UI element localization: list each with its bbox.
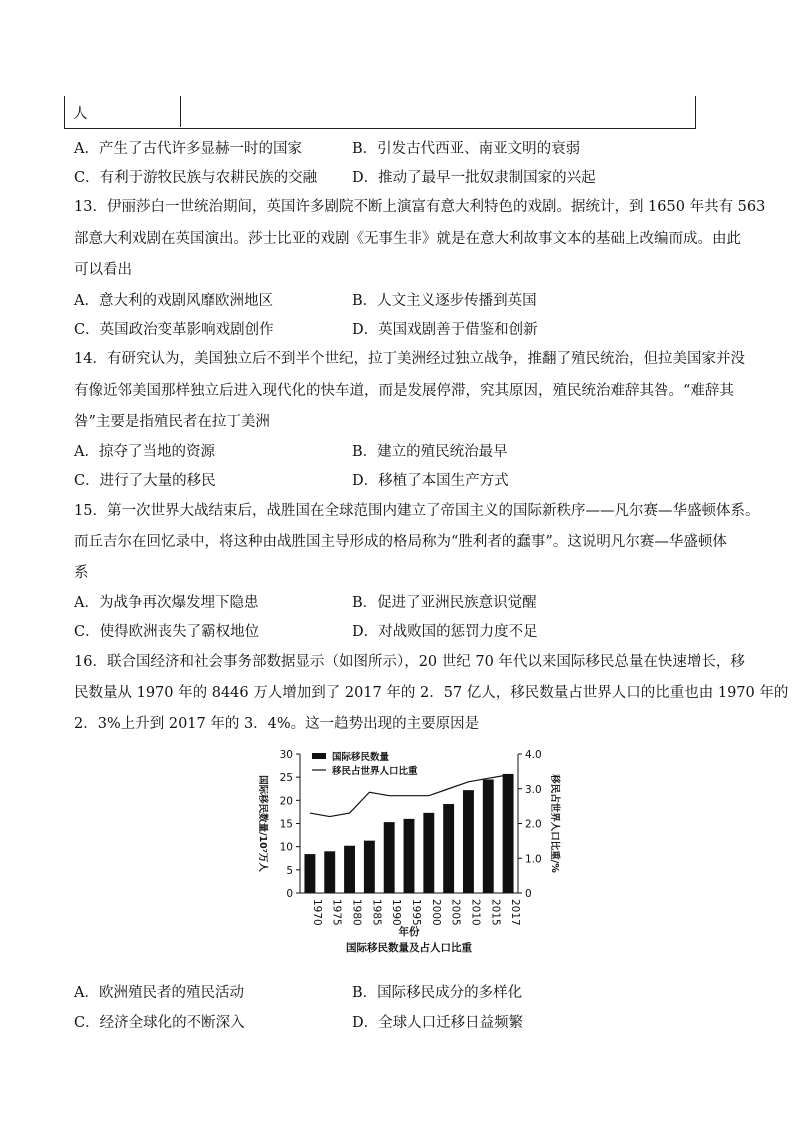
- bar-2010: [463, 790, 474, 893]
- bar-1980: [344, 846, 355, 893]
- q16-option-b: B．国际移民成分的多样化: [352, 985, 523, 1001]
- x-tick-label: 1990: [390, 899, 403, 926]
- chart-title: 国际移民数量及占人口比重: [346, 942, 472, 954]
- legend-line-label: 移民占世界人口比重: [332, 766, 418, 777]
- q13-option-b: B．人文主义逐步传播到英国: [352, 293, 537, 309]
- q16-option-d: D．全球人口迁移日益频繁: [352, 1015, 524, 1031]
- x-tick-label: 1985: [370, 899, 383, 926]
- q15-option-c: C．使得欧洲丧失了霸权地位: [74, 624, 260, 640]
- q12-option-c: C．有利于游牧民族与农耕民族的交融: [74, 170, 318, 186]
- x-tick-label: 2015: [489, 899, 502, 926]
- q15-option-d: D．对战败国的惩罚力度不足: [352, 624, 538, 640]
- right-tick-label: 4.0: [525, 749, 542, 761]
- right-tick-label: 2.0: [525, 818, 542, 831]
- left-tick-label: 25: [279, 772, 293, 785]
- q14-stem-line2: 有像近邻美国那样独立后进入现代化的快车道，而是发展停滞，究其原因，殖民统治难辞其咎。“难辞其: [74, 383, 734, 399]
- q15-stem-line3: 系: [74, 565, 89, 581]
- q12-option-a: A．产生了古代许多显赫一时的国家: [74, 141, 302, 157]
- right-tick-label: 3.0: [525, 783, 542, 796]
- bar-2000: [423, 813, 434, 893]
- x-axis-title: 年份: [398, 926, 420, 938]
- right-tick-label: 1.0: [525, 853, 542, 866]
- q15-stem-line2: 而丘吉尔在回忆录中，将这种由战胜国主导形成的格局称为“胜利者的蠢事”。这说明凡尔赛—华盛顿体: [74, 534, 727, 550]
- bar-1970: [304, 854, 315, 893]
- table-cell: [65, 96, 181, 127]
- bar-1995: [404, 819, 415, 893]
- x-tick-label: 1970: [310, 899, 323, 926]
- bar-2005: [443, 804, 454, 893]
- left-tick-label: 5: [286, 864, 293, 877]
- left-tick-label: 15: [279, 818, 293, 831]
- x-tick-label: 1980: [350, 899, 363, 926]
- q12-option-d: D．推动了最早一批奴隶制国家的兴起: [352, 170, 596, 186]
- q14-stem-line1: 14．有研究认为，美国独立后不到半个世纪，拉丁美洲经过独立战争，推翻了殖民统治，但拉美国家并没: [74, 351, 745, 367]
- q12-option-b: B．引发古代西亚、南亚文明的衰弱: [352, 141, 581, 157]
- x-tick-label: 1975: [330, 899, 343, 926]
- left-tick-label: 20: [279, 795, 293, 808]
- q14-option-a: A．掠夺了当地的资源: [74, 444, 215, 460]
- q14-option-b: B．建立的殖民统治最早: [352, 444, 508, 460]
- q16-option-a: A．欧洲殖民者的殖民活动: [74, 985, 244, 1001]
- bar-1990: [384, 822, 395, 893]
- right-tick-label: 0: [525, 888, 532, 900]
- q13-option-c: C．英国政治变革影响戏剧创作: [74, 322, 274, 338]
- q15-option-a: A．为战争再次爆发埋下隐患: [74, 595, 259, 611]
- table-cell-text: 人: [73, 106, 88, 122]
- q13-option-d: D．英国戏剧善于借鉴和创新: [352, 322, 538, 338]
- q13-stem-line2: 部意大利戏剧在英国演出。莎士比亚的戏剧《无事生非》就是在意大利故事文本的基础上改编而成。由此: [74, 231, 741, 247]
- q16-stem-line1: 16．联合国经济和社会事务部数据显示（如图所示），20 世纪 70 年代以来国际移民总量在快速增长，移: [74, 654, 745, 670]
- q14-stem-line3: 咎”主要是指殖民者在拉丁美洲: [74, 414, 270, 430]
- q13-stem-line3: 可以看出: [74, 262, 132, 278]
- continuation-table: [64, 96, 696, 129]
- migration-chart: [240, 740, 570, 955]
- left-tick-label: 10: [279, 841, 293, 854]
- bar-2015: [483, 779, 494, 893]
- x-tick-label: 2017: [509, 899, 522, 926]
- q15-option-b: B．促进了亚洲民族意识觉醒: [352, 595, 537, 611]
- x-tick-label: 2005: [449, 899, 462, 926]
- ratio-line: [310, 775, 508, 817]
- q13-stem-line1: 13．伊丽莎白一世统治期间，英国许多剧院不断上演富有意大利特色的戏剧。据统计，到 1650 年共有 563: [74, 199, 766, 215]
- right-axis-title: 移民占世界人口比重/%: [549, 774, 560, 873]
- bar-2017: [503, 774, 514, 893]
- x-tick-label: 2010: [469, 899, 482, 926]
- x-tick-label: 1995: [410, 899, 422, 926]
- legend-bar-swatch: [312, 753, 326, 759]
- q14-option-c: C．进行了大量的移民: [74, 473, 216, 489]
- q15-stem-line1: 15．第一次世界大战结束后，战胜国在全球范围内建立了帝国主义的国际新秩序——凡尔赛—华盛顿体系。: [74, 503, 760, 519]
- legend-bar-label: 国际移民数量: [332, 752, 390, 763]
- left-axis-title: 国际移民数量/10⁷万人: [257, 775, 268, 872]
- left-tick-label: 30: [279, 749, 293, 761]
- q16-stem-line2: 民数量从 1970 年的 8446 万人增加到了 2017 年的 2．57 亿人，移民数量占世界人口的比重也由 1970 年的: [74, 685, 789, 701]
- bar-1985: [364, 841, 375, 893]
- bar-1975: [324, 851, 335, 893]
- q14-option-d: D．移植了本国生产方式: [352, 473, 509, 489]
- q13-option-a: A．意大利的戏剧风靡欧洲地区: [74, 293, 273, 309]
- q16-option-c: C．经济全球化的不断深入: [74, 1015, 245, 1031]
- q16-stem-line3: 2．3%上升到 2017 年的 3．4%。这一趋势出现的主要原因是: [74, 716, 480, 732]
- left-tick-label: 0: [286, 888, 293, 900]
- x-tick-label: 2000: [429, 899, 442, 926]
